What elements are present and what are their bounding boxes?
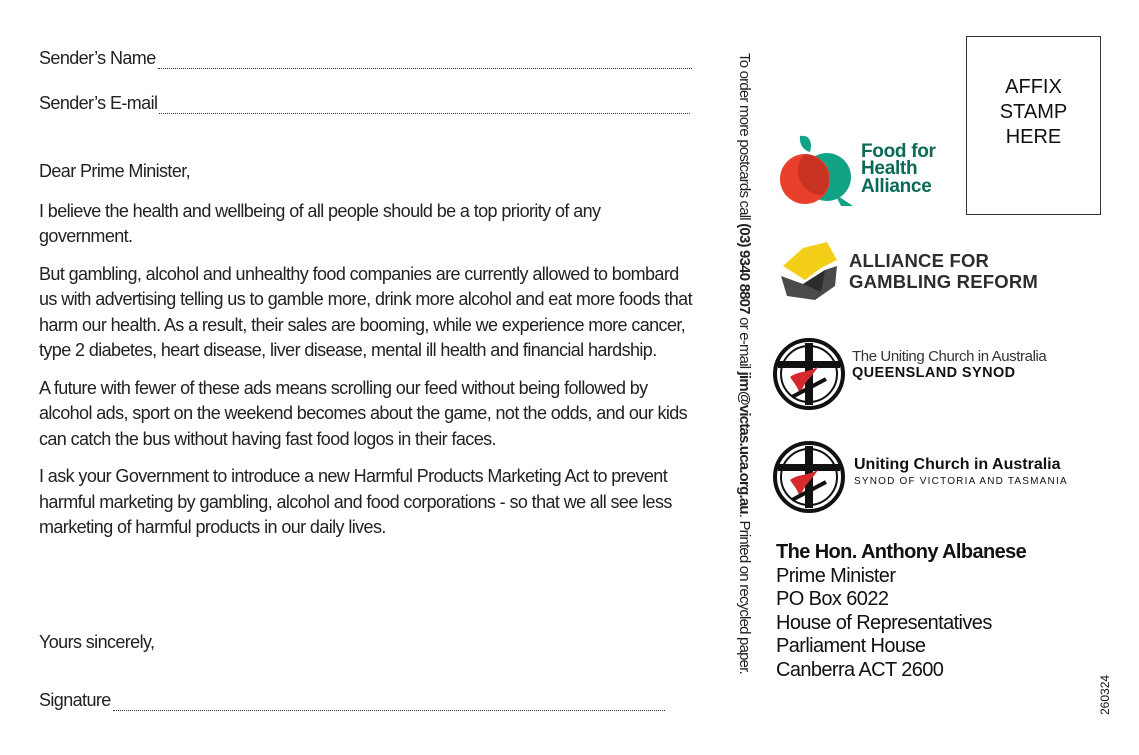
- stamp-line-3: HERE: [1005, 126, 1062, 148]
- fha-wordmark: [861, 140, 936, 197]
- sender-email-field[interactable]: [39, 93, 690, 114]
- stamp-line-1: AFFIX: [1005, 76, 1062, 98]
- recipient-name: The Hon. Anthony Albanese: [776, 541, 1027, 563]
- address-line-5: Canberra ACT 2600: [776, 658, 944, 681]
- uniting-church-victoria-logo: [772, 440, 1068, 514]
- recipient-address: [776, 541, 1026, 682]
- order-info-email: jim@victas.uca.org.au: [736, 371, 753, 514]
- letter-closing: Yours sincerely,: [39, 632, 155, 652]
- ucv-line-2: SYNOD OF VICTORIA AND TASMANIA: [854, 475, 1068, 487]
- order-info-phone: (03) 9340 8807: [736, 223, 753, 314]
- sender-name-label: Sender’s Name: [39, 48, 156, 68]
- signature-label: Signature: [39, 690, 111, 710]
- ucq-wordmark: [852, 348, 1046, 381]
- fha-line-3: Alliance: [861, 175, 932, 197]
- letter-paragraph-1: I believe the health and wellbeing of all people should be a top priority of any government.: [39, 200, 601, 246]
- agr-wordmark: [849, 250, 1038, 292]
- address-line-3: House of Representatives: [776, 611, 992, 634]
- gambling-reform-mark-icon: [781, 242, 839, 300]
- address-line-4: Parliament House: [776, 635, 926, 657]
- letter-body: [39, 159, 694, 553]
- sender-email-label: Sender’s E-mail: [39, 93, 158, 113]
- order-info-text: [734, 53, 754, 703]
- fha-line-1: Food for: [861, 140, 936, 162]
- sender-name-field[interactable]: [39, 48, 692, 69]
- address-line-1: Prime Minister: [776, 564, 896, 587]
- agr-line-1: ALLIANCE FOR: [849, 250, 990, 271]
- letter-salutation: Dear Prime Minister,: [39, 161, 191, 181]
- print-code-text: 260324: [1098, 674, 1112, 715]
- stamp-line-2: STAMP: [999, 101, 1068, 123]
- letter-paragraph-3: A future with fewer of these ads means scrolling our feed without being followed by alcohol ads, sport on the weekend becomes about the game, not the odds, and our kids can catch the bus without having fast food logos in their faces.: [39, 377, 688, 449]
- sender-name-line: [158, 55, 692, 69]
- apple-logo-icon: [779, 132, 855, 206]
- ucq-line-2: QUEENSLAND SYNOD: [852, 364, 1016, 381]
- sender-email-line: [159, 100, 690, 114]
- address-line-2: PO Box 6022: [776, 588, 889, 610]
- ucv-line-1: Uniting Church in Australia: [854, 455, 1061, 473]
- stamp-box: [966, 36, 1101, 215]
- food-for-health-alliance-logo: [779, 132, 936, 206]
- uniting-church-emblem-icon: [772, 337, 846, 411]
- agr-line-2: GAMBLING REFORM: [849, 271, 1039, 292]
- letter-paragraph-4: I ask your Government to introduce a new Harmful Products Marketing Act to prevent harmful marketing by gambling, alcohol and food corporations - so that we all see less marketing of harmful products in our daily lives.: [39, 466, 672, 537]
- order-info-prefix: To order more postcards call: [736, 53, 753, 224]
- letter-paragraph-2: But gambling, alcohol and unhealthy food companies are currently allowed to bombard us with advertising telling us to gamble more, drink more alcohol and eat more foods that harm our health. As a result, their sales are booming, while we experience more cancer, type 2 diabetes, heart disease, liver disease, mental ill health and financial hardship.: [39, 263, 692, 360]
- alliance-for-gambling-reform-logo: [781, 242, 1038, 300]
- order-info-suffix: . Printed on recycled paper.: [736, 513, 753, 674]
- fha-line-2: Health: [861, 158, 918, 180]
- order-info-middle: or e-mail: [736, 313, 753, 372]
- order-info-vertical: [734, 53, 754, 703]
- ucv-wordmark: [854, 456, 1068, 487]
- signature-line: [113, 697, 665, 711]
- uniting-church-emblem-icon: [772, 440, 846, 514]
- ucq-line-1: The Uniting Church in Australia: [852, 347, 1047, 365]
- signature-field[interactable]: [39, 690, 665, 711]
- uniting-church-queensland-logo: [772, 337, 1046, 411]
- print-code: [1098, 674, 1114, 755]
